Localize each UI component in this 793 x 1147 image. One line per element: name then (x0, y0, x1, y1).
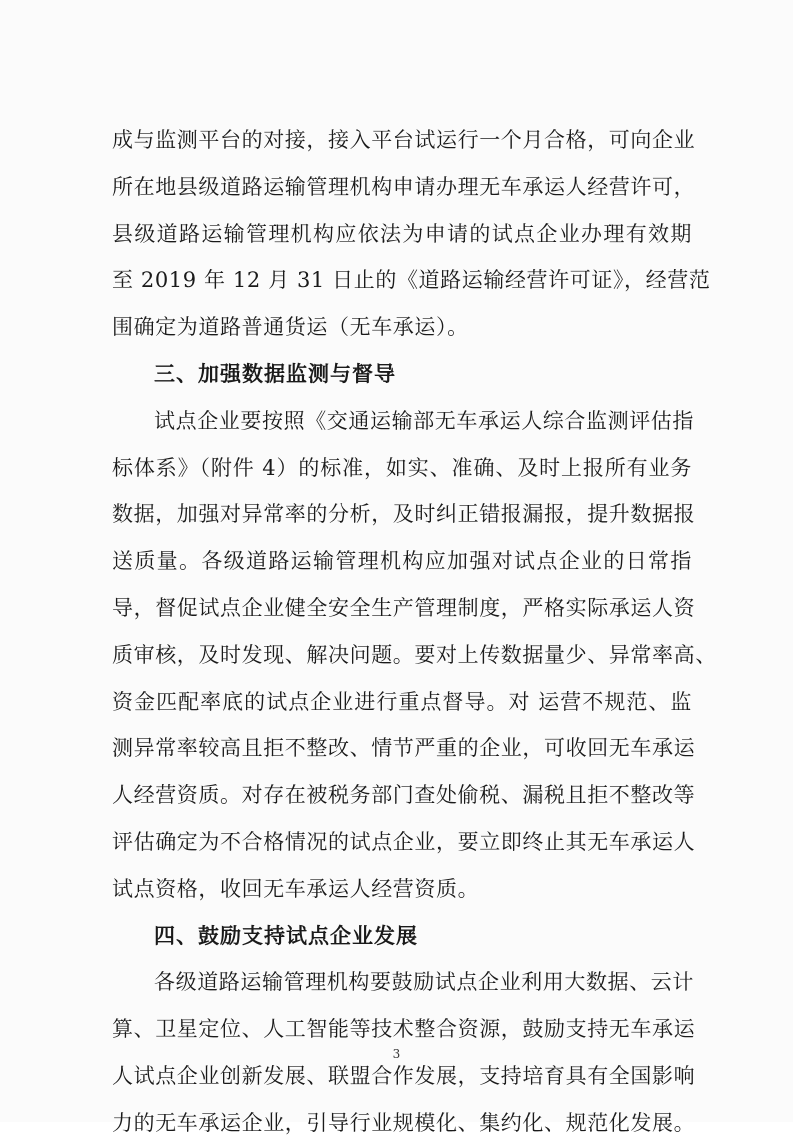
body-line: 测异常率较高且拒不整改、情节严重的企业，可收回无车承运 (112, 736, 696, 761)
body-text (112, 117, 717, 1147)
body-line: 人经营资质。对存在被税务部门查处偷税、漏税且拒不整改等 (112, 783, 696, 808)
section-heading-4: 四、鼓励支持试点企业发展 (154, 923, 418, 948)
body-line: 试点企业要按照《交通运输部无车承运人综合监测评估指 (154, 408, 694, 433)
body-line: 算、卫星定位、人工智能等技术整合资源，鼓励支持无车承运 (112, 1017, 696, 1042)
body-line: 质审核，及时发现、解决问题。要对上传数据量少、异常率高、 (112, 642, 717, 667)
body-line: 标体系》（附件 4）的标准，如实、准确、及时上报所有业务 (112, 455, 692, 480)
body-line: 资金匹配率底的试点企业进行重点督导。对 运营不规范、监 (112, 689, 692, 714)
page-number: 3 (392, 1047, 401, 1061)
body-line: 数据，加强对异常率的分析，及时纠正错报漏报，提升数据报 (112, 502, 696, 527)
body-line: 力的无车承运企业，引导行业规模化、集约化、规范化发展。 (112, 1110, 696, 1135)
body-line: 送质量。各级道路运输管理机构应加强对试点企业的日常指 (112, 549, 692, 574)
body-line: 成与监测平台的对接，接入平台试运行一个月合格，可向企业 (112, 128, 696, 152)
body-line: 人试点企业创新发展、联盟合作发展，支持培育具有全国影响 (112, 1063, 696, 1088)
body-line: 试点资格，收回无车承运人经营资质。 (112, 876, 480, 901)
body-line: 评估确定为不合格情况的试点企业，要立即终止其无车承运人 (112, 829, 696, 854)
body-line: 至 2019 年 12 月 31 日止的《道路运输经营许可证》，经营范 (112, 268, 711, 293)
body-line: 围确定为道路普通货运（无车承运）。 (112, 315, 469, 340)
body-line: 导，督促试点企业健全安全生产管理制度，严格实际承运人资 (112, 595, 696, 620)
section-heading-3: 三、加强数据监测与督导 (154, 361, 396, 386)
body-line: 所在地县级道路运输管理机构申请办理无车承运人经营许可， (112, 174, 696, 199)
body-line: 县级道路运输管理机构应依法为申请的试点企业办理有效期 (112, 221, 692, 246)
body-line: 各级道路运输管理机构要鼓励试点企业利用大数据、云计 (154, 970, 694, 995)
